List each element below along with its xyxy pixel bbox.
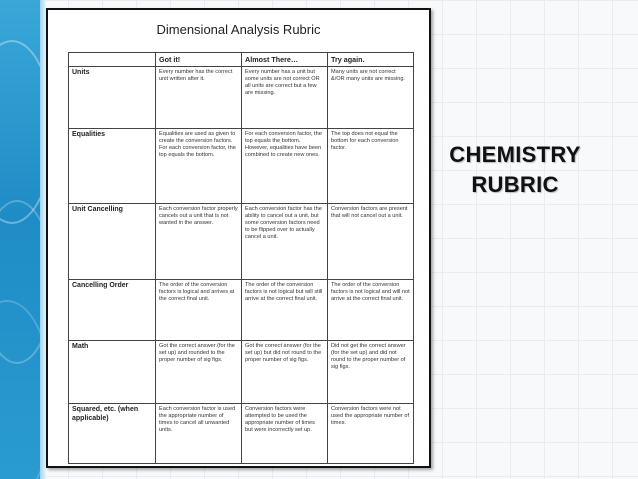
rubric-table [68,52,414,464]
row-label-math: Math [69,341,156,404]
header-blank-cell [69,53,156,67]
table-cell: Each conversion factor has the ability to cancel out a unit, but some conversion factors need to be flipped over to actually cancel a unit. [242,204,328,280]
table-cell: Every number has a unit but some units are not correct OR all units are correct but a few are missing. [242,67,328,129]
table-cell: Every number has the correct unit written after it. [156,67,242,129]
table-cell: The order of the conversion factors is not logical and will not arrive at the correct final unit. [328,280,414,341]
swirl-decoration [0,300,40,479]
rubric-title: Dimensional Analysis Rubric [156,22,321,37]
table-row [69,341,414,404]
table-row [69,67,414,129]
slide-title-line1: CHEMISTRY [449,142,581,167]
decorative-side-band [0,0,40,479]
row-label-squared: Squared, etc. (when applicable) [69,404,156,464]
header-try-again: Try again. [328,53,414,67]
table-row [69,404,414,464]
row-label-unit-cancelling: Unit Cancelling [69,204,156,280]
table-row [69,129,414,204]
table-cell: For each conversion factor, the top equals the bottom. However, equalities have been combined to create new ones. [242,129,328,204]
header-got-it: Got it! [156,53,242,67]
slide-title-line2: RUBRIC [471,172,559,197]
rubric-document-image [46,8,431,468]
table-cell: Conversion factors were attempted to be used the appropriate number of times but were incorrectly set up. [242,404,328,464]
swirl-decoration [0,40,40,224]
table-cell: Equalities are used as given to create the conversion factors. For each conversion factor, the top equals the bottom. [156,129,242,204]
row-label-units: Units [69,67,156,129]
table-cell: Many units are not correct &/OR many units are missing. [328,67,414,129]
table-row [69,204,414,280]
table-cell: Did not get the correct answer (for the set up) and did not round to the proper number of sig figs. [328,341,414,404]
header-almost-there: Almost There… [242,53,328,67]
table-cell: Conversion factors were not used the appropriate number of times. [328,404,414,464]
row-label-cancelling-order: Cancelling Order [69,280,156,341]
table-cell: The order of the conversion factors is not logical but will still arrive at the correct final unit. [242,280,328,341]
slide-title [440,140,590,200]
table-cell: The top does not equal the bottom for each conversion factor. [328,129,414,204]
table-cell: Got the correct answer (for the set up) and rounded to the proper number of sig figs. [156,341,242,404]
table-cell: Conversion factors are present that will not cancel out a unit. [328,204,414,280]
rubric-header-row [69,53,414,67]
table-cell: Got the correct answer (for the set up) but did not round to the proper number of sig figs. [242,341,328,404]
table-cell: Each conversion factor is used the appropriate number of times to cancel all unwanted units. [156,404,242,464]
table-cell: The order of the conversion factors is logical and arrives at the correct final unit. [156,280,242,341]
table-row [69,280,414,341]
row-label-equalities: Equalities [69,129,156,204]
table-cell: Each conversion factor properly cancels out a unit that is not wanted in the answer. [156,204,242,280]
